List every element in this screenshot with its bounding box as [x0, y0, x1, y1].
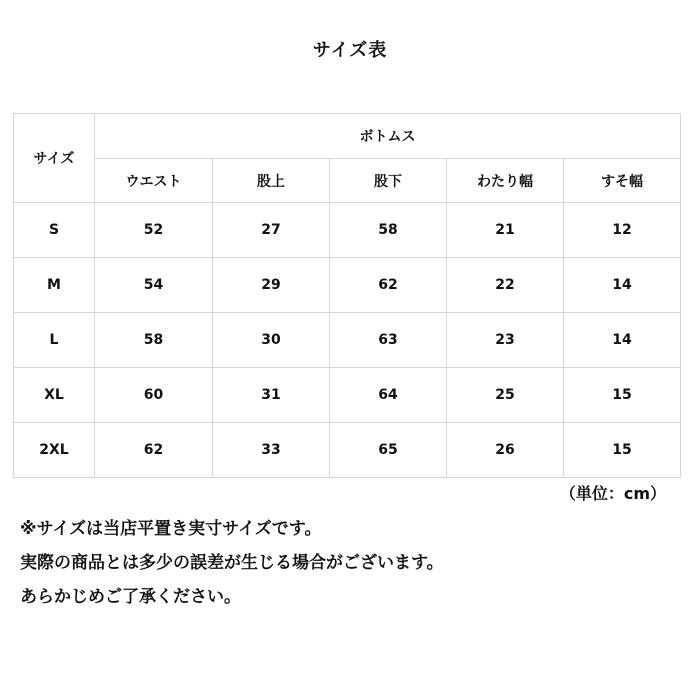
- value-cell: 64: [330, 368, 447, 423]
- table-row: [14, 423, 681, 478]
- table-row: [14, 313, 681, 368]
- note-line: ※サイズは当店平置き実寸サイズです。: [20, 519, 322, 539]
- value-cell: 29: [213, 258, 330, 313]
- value-cell: 14: [564, 258, 681, 313]
- value-cell: 58: [95, 313, 213, 368]
- size-cell: L: [14, 313, 95, 368]
- value-cell: 31: [213, 368, 330, 423]
- value-cell: 15: [564, 368, 681, 423]
- value-cell: 65: [330, 423, 447, 478]
- value-cell: 60: [95, 368, 213, 423]
- value-cell: 15: [564, 423, 681, 478]
- table-header-row: [14, 114, 681, 159]
- size-cell: M: [14, 258, 95, 313]
- note-line: あらかじめご了承ください。: [20, 587, 241, 607]
- value-cell: 27: [213, 203, 330, 258]
- value-cell: 33: [213, 423, 330, 478]
- unit-note: （単位：cm）: [559, 484, 666, 503]
- value-cell: 58: [330, 203, 447, 258]
- value-cell: 30: [213, 313, 330, 368]
- column-header-rise: 股上: [213, 159, 330, 203]
- value-cell: 14: [564, 313, 681, 368]
- value-cell: 22: [447, 258, 564, 313]
- value-cell: 52: [95, 203, 213, 258]
- notes: [20, 512, 680, 614]
- value-cell: 54: [95, 258, 213, 313]
- value-cell: 23: [447, 313, 564, 368]
- value-cell: 63: [330, 313, 447, 368]
- size-column-header: サイズ: [14, 114, 95, 203]
- column-header-inseam: 股下: [330, 159, 447, 203]
- value-cell: 62: [95, 423, 213, 478]
- value-cell: 12: [564, 203, 681, 258]
- table-row: [14, 368, 681, 423]
- column-header-thigh: わたり幅: [447, 159, 564, 203]
- column-header-waist: ウエスト: [95, 159, 213, 203]
- table-row: [14, 258, 681, 313]
- table-subheader-row: [14, 159, 681, 203]
- page-title: サイズ表: [312, 40, 388, 61]
- size-table: [13, 113, 681, 478]
- value-cell: 62: [330, 258, 447, 313]
- table-row: [14, 203, 681, 258]
- size-cell: S: [14, 203, 95, 258]
- size-cell: XL: [14, 368, 95, 423]
- column-header-hem: すそ幅: [564, 159, 681, 203]
- value-cell: 26: [447, 423, 564, 478]
- value-cell: 25: [447, 368, 564, 423]
- group-header: ボトムス: [95, 114, 681, 159]
- size-cell: 2XL: [14, 423, 95, 478]
- note-line: 実際の商品とは多少の誤差が生じる場合がございます。: [20, 553, 444, 573]
- value-cell: 21: [447, 203, 564, 258]
